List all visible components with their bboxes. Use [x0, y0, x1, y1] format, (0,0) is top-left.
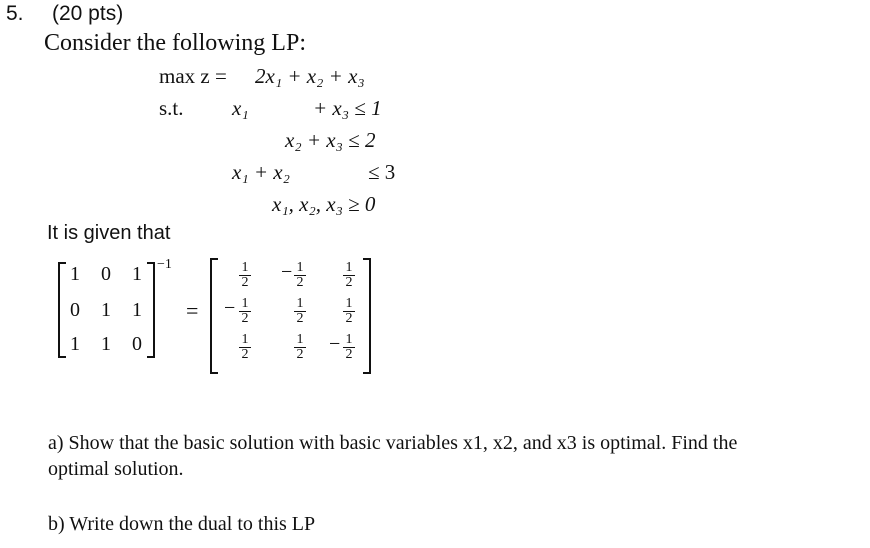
objective-label: max z =: [159, 64, 227, 88]
inverse-fraction: 1 2: [291, 333, 309, 362]
inverse-right-bracket: [363, 258, 371, 374]
matrix-a-cell: 1: [132, 299, 142, 321]
problem-intro: Consider the following LP:: [44, 30, 306, 56]
inverse-sign: −: [329, 333, 341, 355]
constraint-2: x₂ + x₃ ≤ 2: [285, 128, 376, 152]
constraint-1-left: x₁: [232, 96, 249, 120]
problem-number: 5.: [6, 2, 24, 25]
inverse-sign: −: [281, 261, 293, 283]
matrix-a-cell: 1: [101, 299, 111, 321]
constraint-3-right: ≤ 3: [368, 160, 396, 184]
matrix-a-cell: 0: [132, 333, 142, 355]
inverse-fraction: 1 2: [340, 333, 358, 362]
inverse-left-bracket: [210, 258, 218, 374]
inverse-sign: −: [224, 297, 236, 319]
inverse-fraction: 1 2: [340, 297, 358, 326]
problem-points: (20 pts): [52, 2, 124, 25]
matrix-a-right-bracket: [147, 262, 155, 358]
nonnegativity-constraint: x₁, x₂, x₃ ≥ 0: [272, 192, 376, 216]
question-b: b) Write down the dual to this LP: [48, 513, 316, 535]
matrix-a-cell: 0: [101, 263, 111, 285]
matrix-a-cell: 1: [70, 333, 80, 355]
inverse-fraction: 1 2: [236, 333, 254, 362]
matrix-a-cell: 1: [101, 333, 111, 355]
question-a-line-1: a) Show that the basic solution with basic variables x1, x2, and x3 is optimal. Find the: [48, 432, 738, 454]
matrix-a-cell: 1: [132, 263, 142, 285]
inverse-fraction: 1 2: [291, 297, 309, 326]
equals-sign: =: [186, 298, 199, 323]
given-text: It is given that: [47, 222, 171, 244]
matrix-a-cell: 0: [70, 299, 80, 321]
matrix-a-cell: 1: [70, 263, 80, 285]
constraint-1-right: + x₃ ≤ 1: [313, 96, 382, 120]
inverse-fraction: 1 2: [236, 261, 254, 290]
inverse-fraction: 1 2: [340, 261, 358, 290]
inverse-fraction: 1 2: [291, 261, 309, 290]
inverse-fraction: 1 2: [236, 297, 254, 326]
constraint-3-left: x₁ + x₂: [232, 160, 290, 184]
question-a-line-2: optimal solution.: [48, 458, 184, 480]
subject-to-label: s.t.: [159, 96, 184, 120]
inverse-exponent: −1: [157, 257, 172, 272]
objective-expression: 2x₁ + x₂ + x₃: [255, 64, 365, 88]
